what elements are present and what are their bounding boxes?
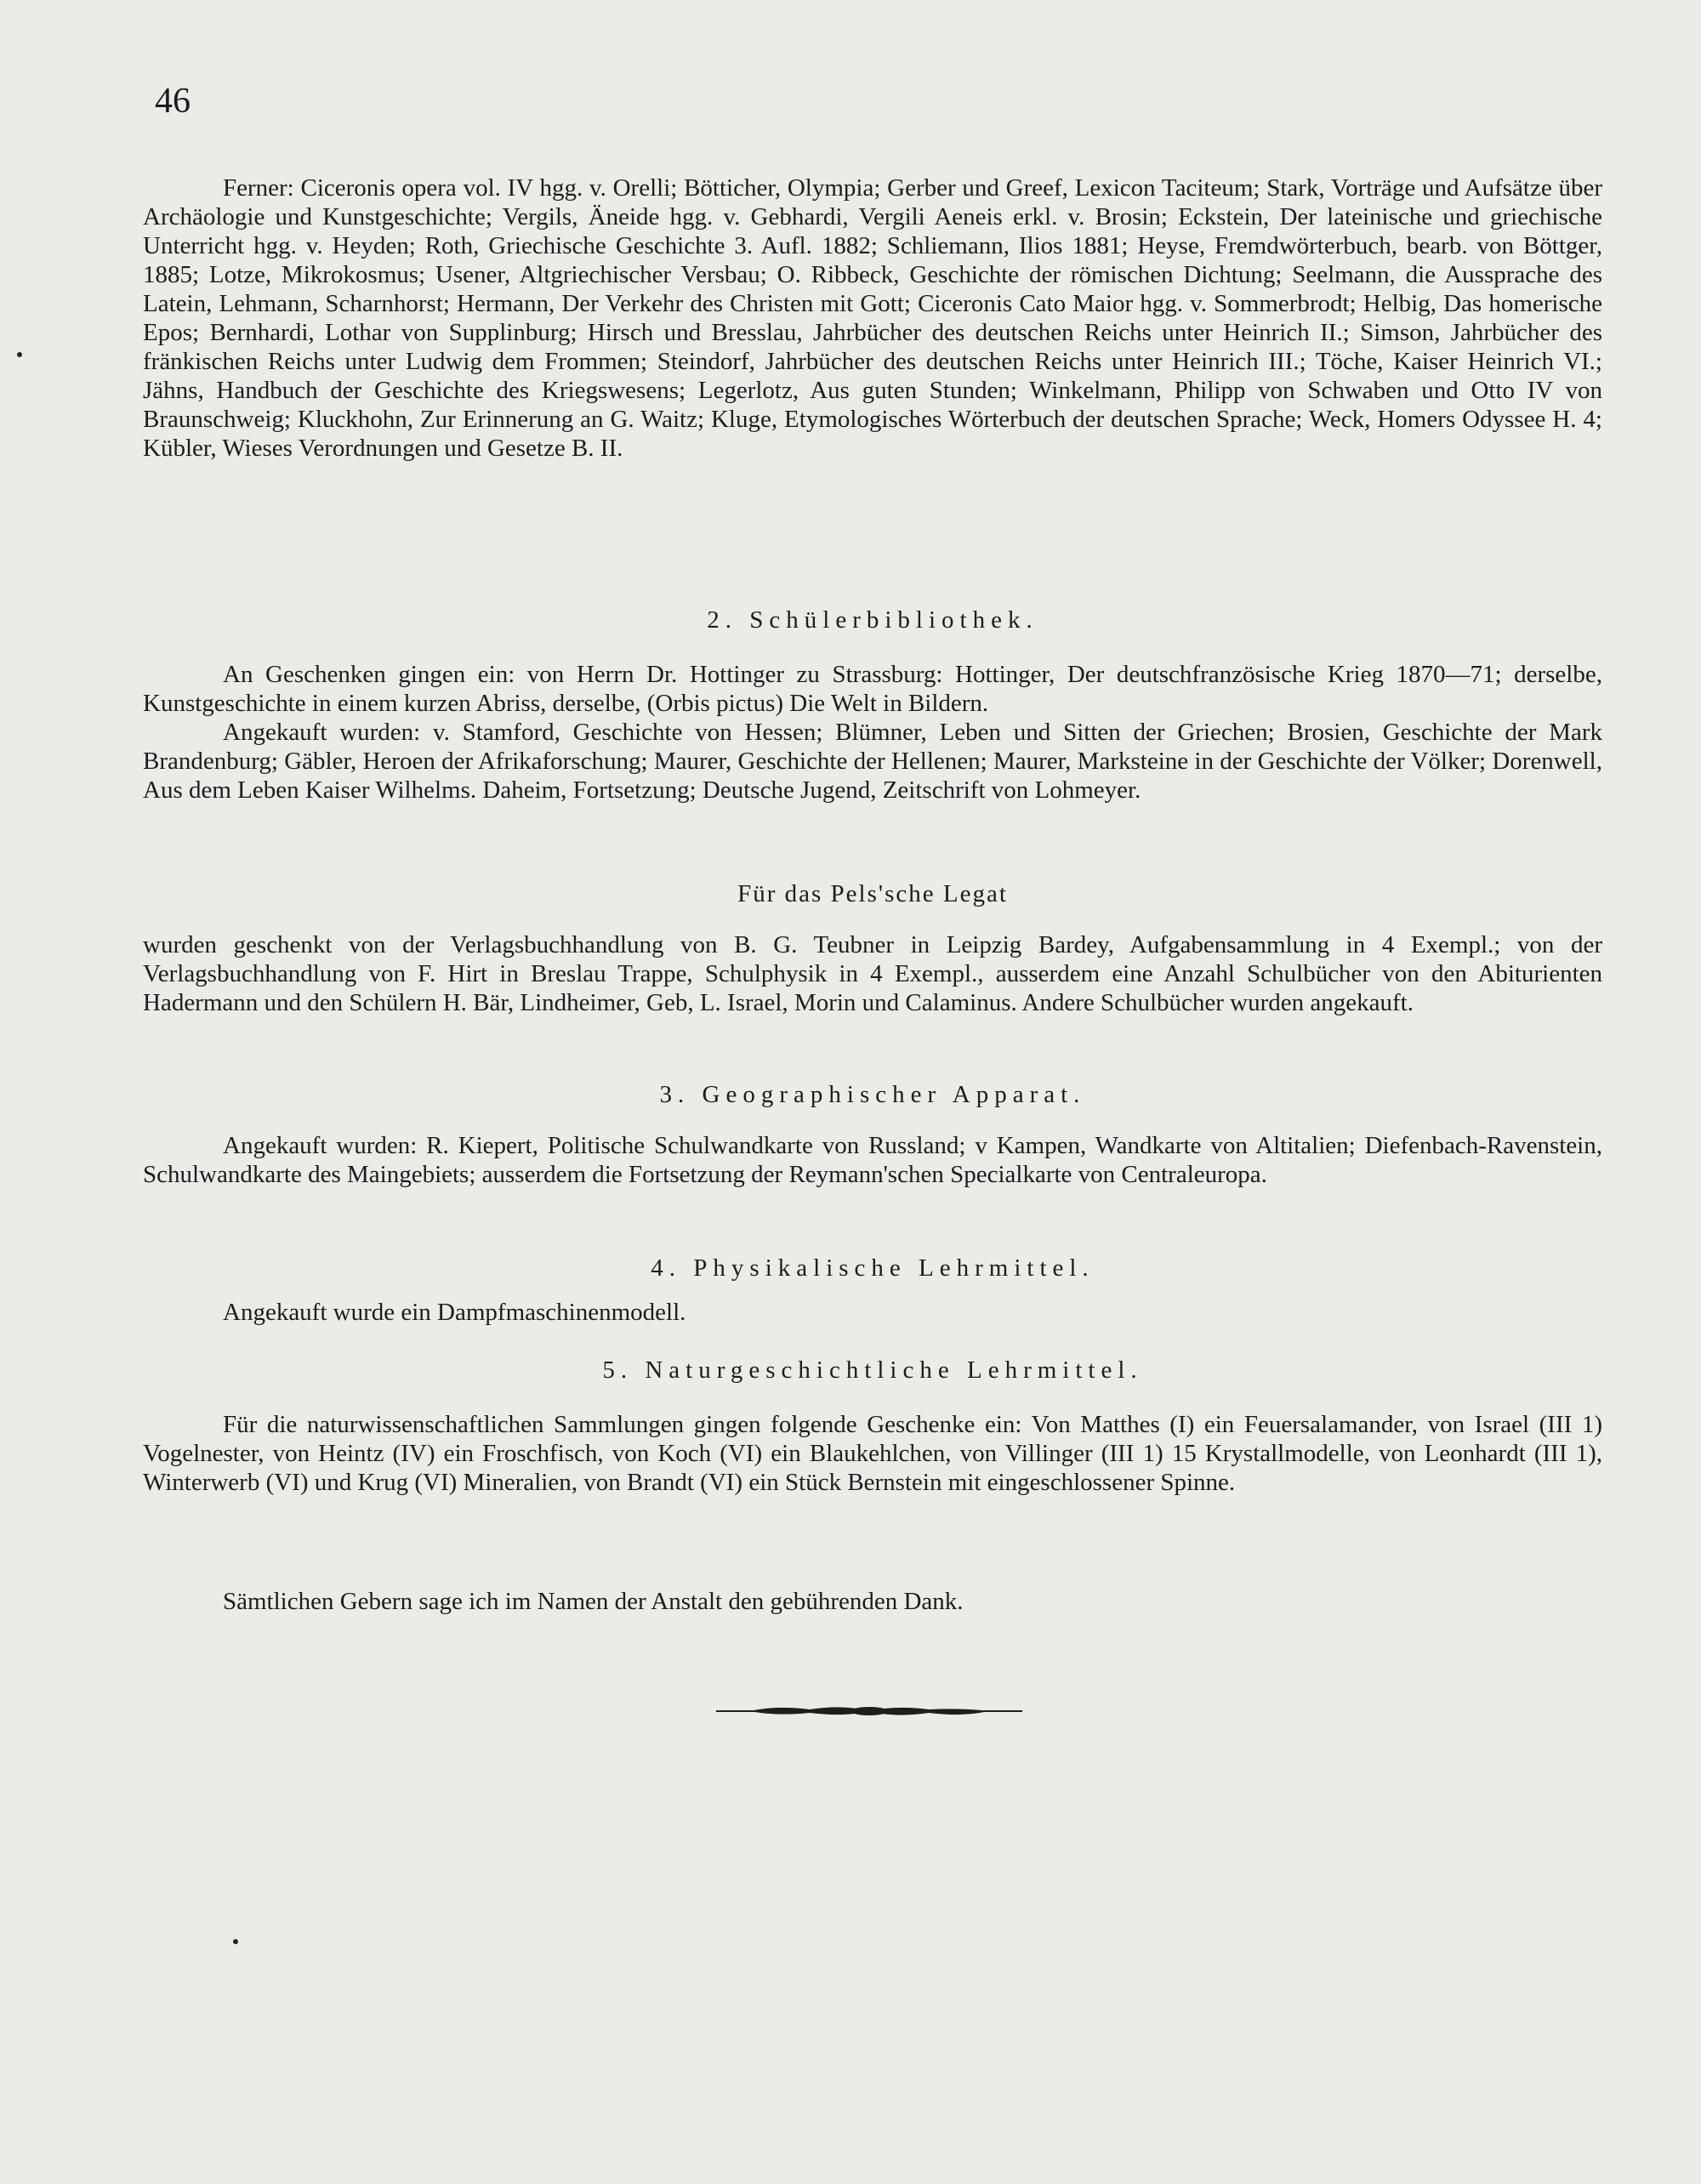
page-number: 46: [155, 82, 191, 121]
naturgeschichte-paragraph: Für die naturwissenschaftlichen Sammlungen gingen folgende Geschenke ein: Von Matthes (I) ein Feuersalamander, von Israel (III 1) Vogelnester, von Heintz (IV) ein Froschfisch, von Koch (VI) ein Blaukehlchen, von Villinger (III 1) 15 Krystallmodelle, von Leonhardt (III 1), Winterwerb (VI) und Krug (VI) Mineralien, von Brandt (VI) ein Stück Bernstein mit eingeschlossener Spinne.: [143, 1411, 1602, 1496]
gifts-paragraph: An Geschenken gingen ein: von Herrn Dr. Hottinger zu Strassburg: Hottinger, Der deutschfranzösische Krieg 1870—71; derselbe, Kunstgeschichte in einem kurzen Abriss, derselbe, (Orbis pictus) Die Welt in Bildern.: [143, 661, 1602, 717]
section-heading-schuelerbibliothek: 2. Schülerbibliothek.: [707, 606, 1038, 634]
closing-block: [143, 1587, 1602, 1616]
physik-block: [143, 1298, 1602, 1327]
literature-paragraph: [143, 173, 1602, 463]
ornament-divider-icon: [716, 1703, 1022, 1720]
section-heading-geographie: 3. Geographischer Apparat.: [659, 1081, 1086, 1108]
literature-text: Ferner: Ciceronis opera vol. IV hgg. v. Orelli; Bötticher, Olympia; Gerber und Greef, Lexicon Taciteum; Stark, Vorträge und Aufsätze über Archäologie und Kunstgeschichte; Vergils, Äneide hgg. v. Gebhardi, Vergili Aeneis erkl. v. Brosin; Eckstein, Der lateinische und griechische Unterricht hgg. v. Heyden; Roth, Griechische Geschichte 3. Aufl. 1882; Schliemann, Ilios 1881; Heyse, Fremdwörterbuch, bearb. von Böttger, 1885; Lotze, Mikrokosmus; Usener, Altgriechischer Versbau; O. Ribbeck, Geschichte der römischen Dichtung; Seelmann, die Aussprache des Latein, Lehmann, Scharnhorst; Hermann, Der Verkehr des Christen mit Gott; Ciceronis Cato Maior hgg. v. Sommerbrodt; Helbig, Das homerische Epos; Bernhardi, Lothar von Supplinburg; Hirsch und Bresslau, Jahrbücher des deutschen Reichs unter Heinrich II.; Simson, Jahrbücher des fränkischen Reichs unter Ludwig dem Frommen; Steindorf, Jahrbücher des deutschen Reichs unter Heinrich III.; Töche, Kaiser Heinrich VI.; Jähns, Handbuch der Geschichte des Kriegswesens; Legerlotz, Aus guten Stunden; Winkelmann, Philipp von Schwaben und Otto IV von Braunschweig; Kluckhohn, Zur Erinnerung an G. Waitz; Kluge, Etymologisches Wörterbuch der deutschen Sprache; Weck, Homers Odyssee H. 4; Kübler, Wieses Verordnungen und Gesetze B. II.: [143, 174, 1602, 462]
section-heading-physik: 4. Physikalische Lehrmittel.: [651, 1254, 1095, 1282]
legat-heading: Für das Pels'sche Legat: [737, 880, 1008, 907]
physik-paragraph: Angekauft wurde ein Dampfmaschinenmodell.: [223, 1299, 686, 1326]
section-heading-naturgeschichte: 5. Naturgeschichtliche Lehrmittel.: [602, 1356, 1143, 1384]
margin-dot-mark: [233, 1939, 238, 1944]
purchased-paragraph: Angekauft wurden: v. Stamford, Geschichte von Hessen; Blümner, Leben und Sitten der Griechen; Brosien, Geschichte der Mark Brandenburg; Gäbler, Heroen der Afrikaforschung; Maurer, Geschichte der Hellenen; Maurer, Marksteine in der Geschichte der Völker; Dorenwell, Aus dem Leben Kaiser Wilhelms. Daheim, Fortsetzung; Deutsche Jugend, Zeitschrift von Lohmeyer.: [143, 719, 1602, 804]
legat-paragraph: wurden geschenkt von der Verlagsbuchhandlung von B. G. Teubner in Leipzig Bardey, Aufgabensammlung in 4 Exempl.; von der Verlagsbuchhandlung von F. Hirt in Breslau Trappe, Schulphysik in 4 Exempl., ausserdem eine Anzahl Schulbücher von den Abiturienten Hadermann und den Schülern H. Bär, Lindheimer, Geb, L. Israel, Morin und Calaminus. Andere Schulbücher wurden angekauft.: [143, 931, 1602, 1016]
margin-dot-mark: [17, 352, 22, 357]
geographie-paragraph: Angekauft wurden: R. Kiepert, Politische Schulwandkarte von Russland; v Kampen, Wandkarte von Altitalien; Diefenbach-Ravenstein, Schulwandkarte des Maingebiets; ausserdem die Fortsetzung der Reymann'schen Specialkarte von Centraleuropa.: [143, 1132, 1602, 1188]
legat-block: [143, 930, 1602, 1017]
naturgeschichte-block: [143, 1410, 1602, 1497]
schuelerbibliothek-block: [143, 660, 1602, 805]
geographie-block: [143, 1131, 1602, 1189]
closing-paragraph: Sämtlichen Gebern sage ich im Namen der Anstalt den gebührenden Dank.: [223, 1588, 964, 1615]
